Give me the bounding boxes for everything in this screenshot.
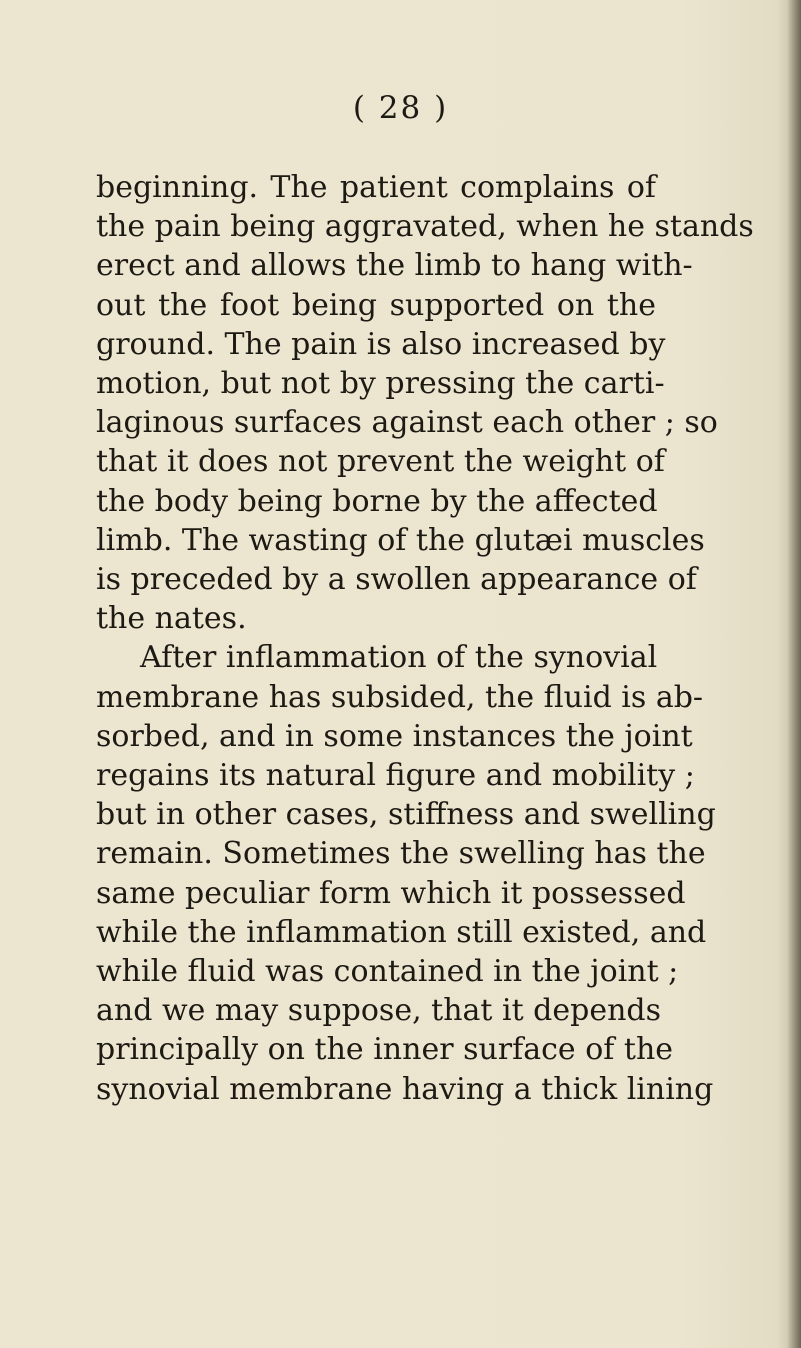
- text-line: while the inflammation still existed, and: [96, 914, 707, 950]
- text-line: the body being borne by the affected: [96, 483, 658, 519]
- text-line: and we may suppose, that it depends: [96, 993, 662, 1029]
- text-line: membrane has subsided, the fluid is ab-: [96, 679, 704, 715]
- text-line: out the foot being supported on the: [96, 287, 656, 323]
- text-line: limb. The wasting of the glutæi muscles: [96, 522, 705, 558]
- text-line: erect and allows the limb to hang with-: [96, 248, 693, 284]
- text-line: beginning. The patient complains of: [96, 170, 656, 205]
- body-text: [96, 168, 754, 1109]
- text-line: the pain being aggravated, when he stands: [96, 209, 754, 245]
- text-line: same peculiar form which it possessed: [96, 875, 686, 911]
- text-line: ground. The pain is also increased by: [96, 326, 666, 362]
- text-line: principally on the inner surface of the: [96, 1032, 674, 1068]
- text-line: sorbed, and in some instances the joint: [96, 718, 693, 754]
- text-line: the nates.: [96, 601, 247, 637]
- text-line: After inflammation of the synovial: [140, 640, 658, 676]
- text-line: laginous surfaces against each other ; so: [96, 405, 718, 441]
- page-number-header: ( 28 ): [352, 90, 449, 126]
- text-line: regains its natural figure and mobility ;: [96, 758, 695, 794]
- text-line: but in other cases, stiffness and swelling: [96, 797, 716, 833]
- text-line: motion, but not by pressing the carti-: [96, 366, 665, 402]
- text-line: that it does not prevent the weight of: [96, 444, 665, 480]
- text-line: synovial membrane having a thick lining: [96, 1071, 714, 1107]
- page-edge-shadow: [787, 0, 801, 1348]
- text-line: remain. Sometimes the swelling has the: [96, 836, 706, 872]
- text-line: is preceded by a swollen appearance of: [96, 562, 697, 598]
- text-line: while fluid was contained in the joint ;: [96, 954, 679, 990]
